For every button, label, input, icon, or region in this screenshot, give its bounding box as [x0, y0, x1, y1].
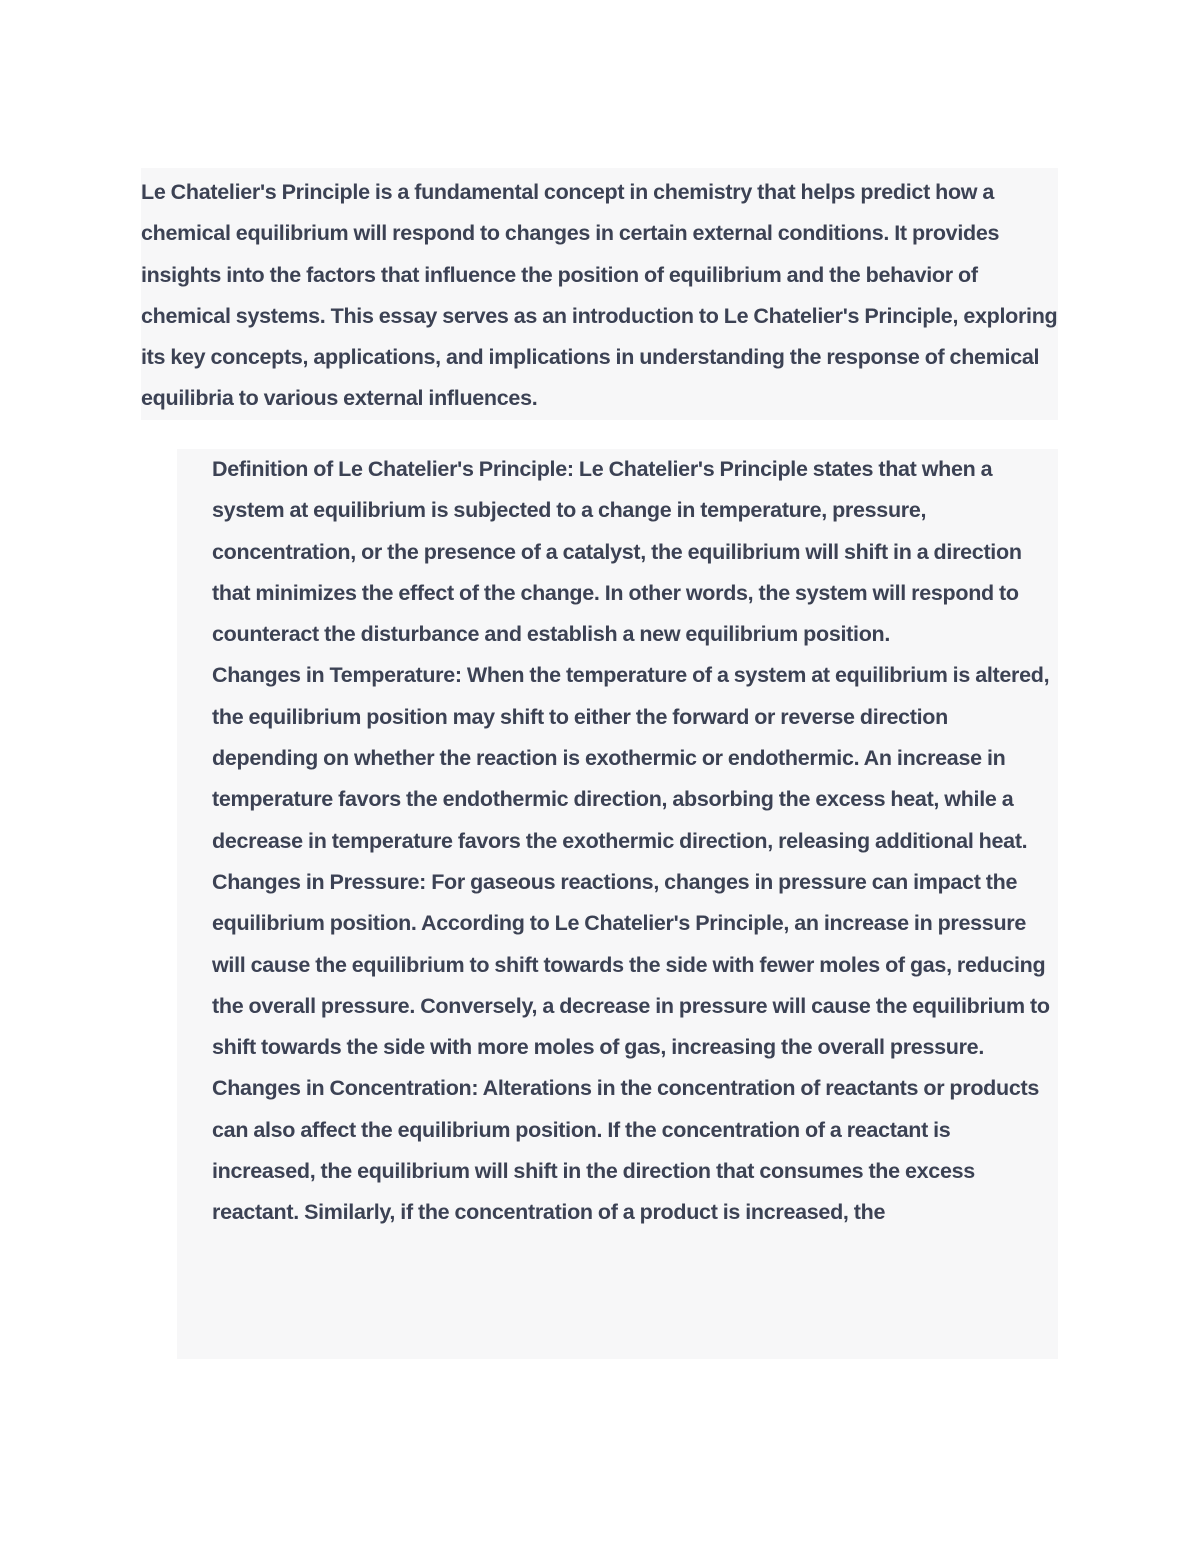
- intro-paragraph: Le Chatelier's Principle is a fundamental concept in chemistry that helps predict how a chemical equilibrium will respond to changes in certain external conditions. It provides insights into the factors that influence the position of equilibrium and the behavior of chemical systems. This essay serves as an introduction to Le Chatelier's Principle, exploring its key concepts, applications, and implications in understanding the response of chemical equilibria to various external influences.: [141, 180, 1058, 411]
- list-item-temperature: Changes in Temperature: When the temperature of a system at equilibrium is altered, the equilibrium position may shift to either the forward or reverse direction depending on whether the reaction is exothermic or endothermic. An increase in temperature favors the endothermic direction, absorbing the excess heat, while a decrease in temperature favors the exothermic direction, releasing additional heat.: [212, 663, 1050, 853]
- list-item-pressure: Changes in Pressure: For gaseous reactions, changes in pressure can impact the equilibrium position. According to Le Chatelier's Principle, an increase in pressure will cause the equilibrium to shift towards the side with fewer moles of gas, reducing the overall pressure. Conversely, a decrease in pressure will cause the equilibrium to shift towards the side with more moles of gas, increasing the overall pressure.: [212, 869, 1050, 1060]
- topic-list: [177, 449, 1058, 1359]
- intro-block: [141, 168, 1058, 420]
- list-item-concentration: Changes in Concentration: Alterations in the concentration of reactants or products can also affect the equilibrium position. If the concentration of a reactant is increased, the equilibrium will shift in the direction that consumes the excess reactant. Similarly, if the concentration of a product is increased, the: [212, 1076, 1040, 1225]
- list-item-definition: Definition of Le Chatelier's Principle: Le Chatelier's Principle states that when a system at equilibrium is subjected to a change in temperature, pressure, concentration, or the presence of a catalyst, the equilibrium will shift in a direction that minimizes the effect of the change. In other words, the system will respond to counteract the disturbance and establish a new equilibrium position.: [212, 457, 1022, 647]
